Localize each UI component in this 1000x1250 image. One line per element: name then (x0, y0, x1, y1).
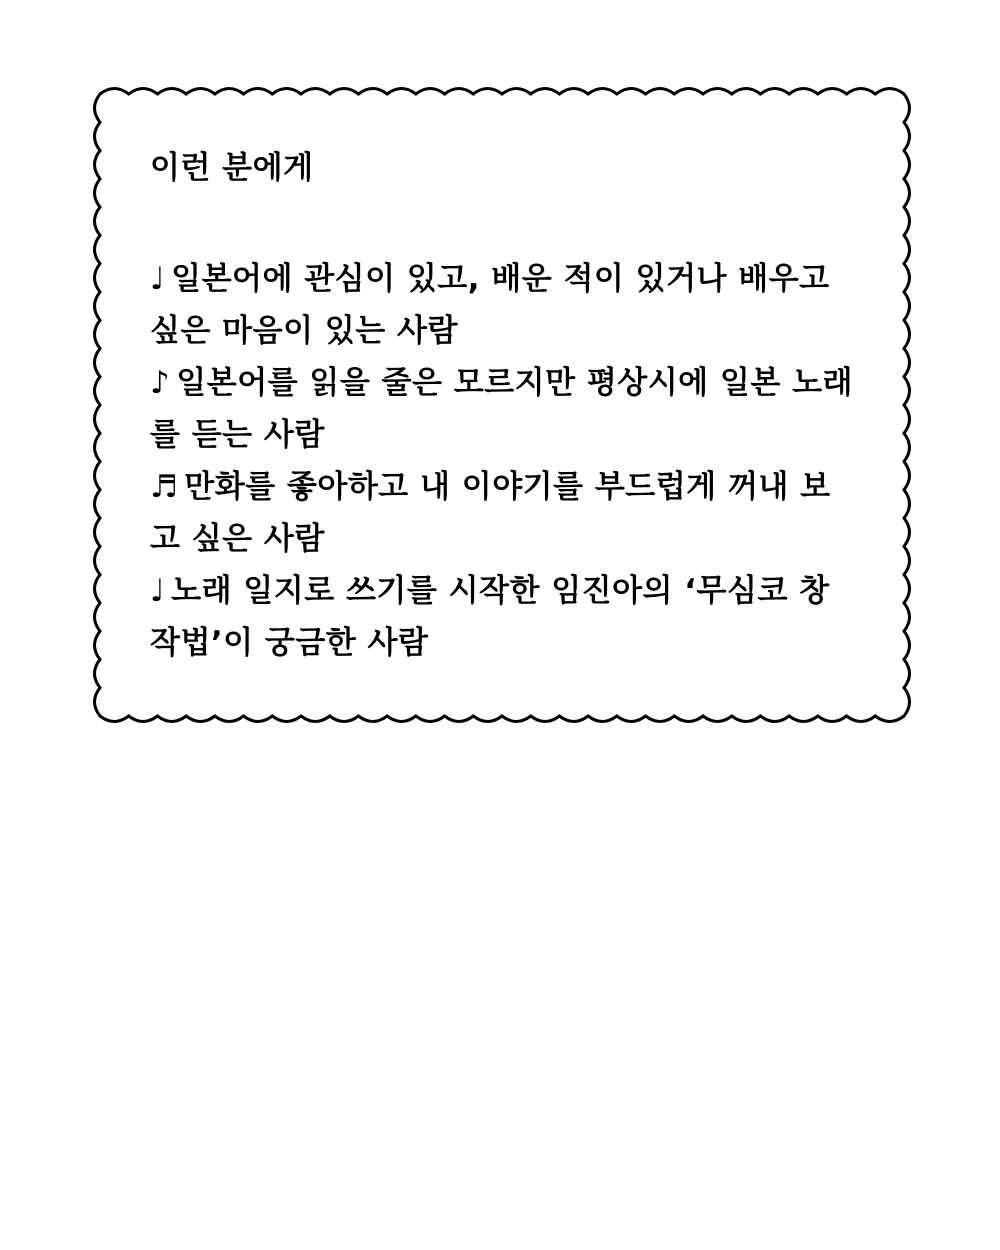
list-item (150, 253, 860, 357)
list-item-text: 만화를 좋아하고 내 이야기를 부드럽게 꺼내 보고 싶은 사람 (150, 469, 831, 557)
quarter-note-icon: ♩ (150, 261, 166, 297)
list-item (150, 357, 860, 461)
target-audience-list (150, 253, 860, 669)
list-item-text: 일본어를 읽을 줄은 모르지만 평상시에 일본 노래를 듣는 사람 (150, 365, 853, 453)
quarter-note-icon: ♩ (150, 573, 166, 609)
card-title: 이런 분에게 (150, 150, 314, 186)
beamed-notes-icon: ♬ (150, 469, 179, 505)
eighth-note-icon: ♪ (150, 365, 171, 401)
list-item-text: 일본어에 관심이 있고, 배운 적이 있거나 배우고 싶은 마음이 있는 사람 (150, 261, 830, 349)
list-item-text: 노래 일지로 쓰기를 시작한 임진아의 ‘무심코 창작법’이 궁금한 사람 (150, 573, 830, 661)
list-item (150, 461, 860, 565)
list-item (150, 565, 860, 669)
info-card (150, 145, 860, 669)
